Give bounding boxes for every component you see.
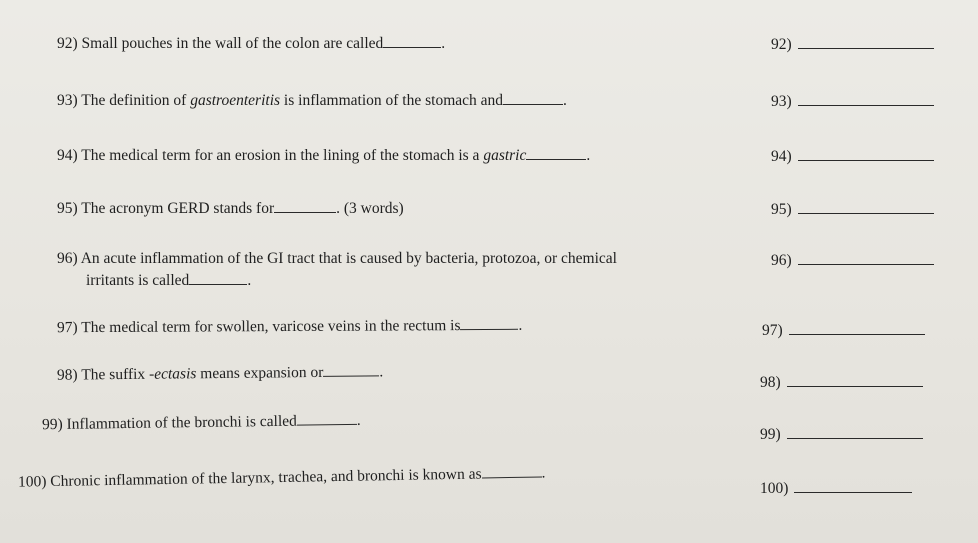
answer-label: 99): [760, 426, 781, 443]
answer-line[interactable]: [798, 91, 934, 106]
inline-blank: [189, 270, 247, 285]
inline-blank: [383, 33, 441, 48]
question-text: The definition of: [81, 92, 187, 109]
question-93: [57, 90, 567, 111]
answer-97[interactable]: [762, 320, 925, 341]
question-text: Inflammation of the bronchi is called: [66, 412, 297, 433]
question-tail: .: [379, 363, 384, 381]
question-number: 93): [57, 92, 78, 109]
question-number: 98): [56, 366, 78, 384]
question-96-line2: [86, 270, 251, 291]
question-96: [57, 249, 617, 269]
question-italic-term: gastroenteritis: [190, 92, 281, 109]
inline-blank: [297, 410, 357, 426]
answer-line[interactable]: [798, 199, 934, 214]
answer-line[interactable]: [794, 478, 912, 493]
question-100: [18, 462, 546, 492]
question-92: [57, 33, 445, 54]
question-text: Small pouches in the wall of the colon are called: [81, 35, 384, 52]
answer-99[interactable]: [760, 424, 923, 445]
answer-label: 100): [760, 480, 789, 497]
answer-line[interactable]: [787, 372, 923, 387]
question-tail: .: [356, 411, 361, 429]
question-number: 99): [41, 415, 63, 434]
question-italic-term: -ectasis: [148, 365, 197, 383]
question-tail: .: [247, 272, 252, 289]
question-number: 96): [57, 250, 78, 267]
question-99: [42, 410, 361, 435]
question-tail: . (3 words): [336, 200, 404, 217]
answer-95[interactable]: [771, 199, 934, 220]
answer-100[interactable]: [760, 478, 912, 499]
question-tail: .: [586, 147, 591, 164]
question-tail: .: [441, 35, 446, 52]
question-tail: .: [518, 316, 523, 334]
answer-98[interactable]: [760, 372, 923, 393]
inline-blank: [526, 145, 586, 160]
question-italic-term: gastric: [483, 147, 527, 164]
question-text: Chronic inflammation of the larynx, trachea, and bronchi is known as: [50, 465, 482, 491]
answer-94[interactable]: [771, 146, 934, 167]
answer-label: 95): [771, 201, 792, 218]
answer-line[interactable]: [798, 250, 934, 265]
inline-blank: [323, 361, 379, 377]
answer-label: 96): [771, 252, 792, 269]
question-tail: .: [563, 92, 567, 109]
question-text-cont: is inflammation of the stomach and: [283, 92, 504, 109]
question-95: [57, 198, 404, 219]
answer-96[interactable]: [771, 250, 934, 271]
answer-label: 98): [760, 374, 781, 391]
question-number: 94): [57, 147, 78, 164]
question-number: 100): [17, 473, 47, 491]
question-number: 97): [56, 319, 78, 337]
question-text-cont: means expansion or: [200, 363, 324, 383]
answer-line[interactable]: [789, 320, 925, 335]
answer-line[interactable]: [798, 34, 934, 49]
inline-blank: [481, 462, 541, 478]
question-tail: .: [541, 464, 546, 482]
answer-92[interactable]: [771, 34, 934, 55]
answer-line[interactable]: [798, 146, 934, 161]
answer-93[interactable]: [771, 91, 934, 112]
question-text: The suffix: [81, 365, 146, 384]
question-94: [57, 145, 590, 166]
answer-line[interactable]: [787, 424, 923, 439]
question-text: The medical term for an erosion in the lining of the stomach is a: [81, 147, 480, 164]
question-text: The acronym GERD stands for: [81, 200, 275, 217]
question-text: An acute inflammation of the GI tract that is caused by bacteria, protozoa, or chemical: [80, 250, 617, 267]
question-text-cont: irritants is called: [86, 272, 190, 289]
answer-label: 92): [771, 36, 792, 53]
question-text: The medical term for swollen, varicose veins in the rectum is: [81, 317, 461, 337]
question-number: 92): [57, 35, 78, 52]
question-97: [57, 315, 522, 338]
answer-label: 93): [771, 93, 792, 110]
inline-blank: [503, 90, 563, 105]
answer-label: 97): [762, 322, 783, 339]
question-98: [57, 361, 383, 385]
question-number: 95): [57, 200, 78, 217]
inline-blank: [274, 198, 336, 213]
inline-blank: [460, 315, 518, 330]
answer-label: 94): [771, 148, 792, 165]
